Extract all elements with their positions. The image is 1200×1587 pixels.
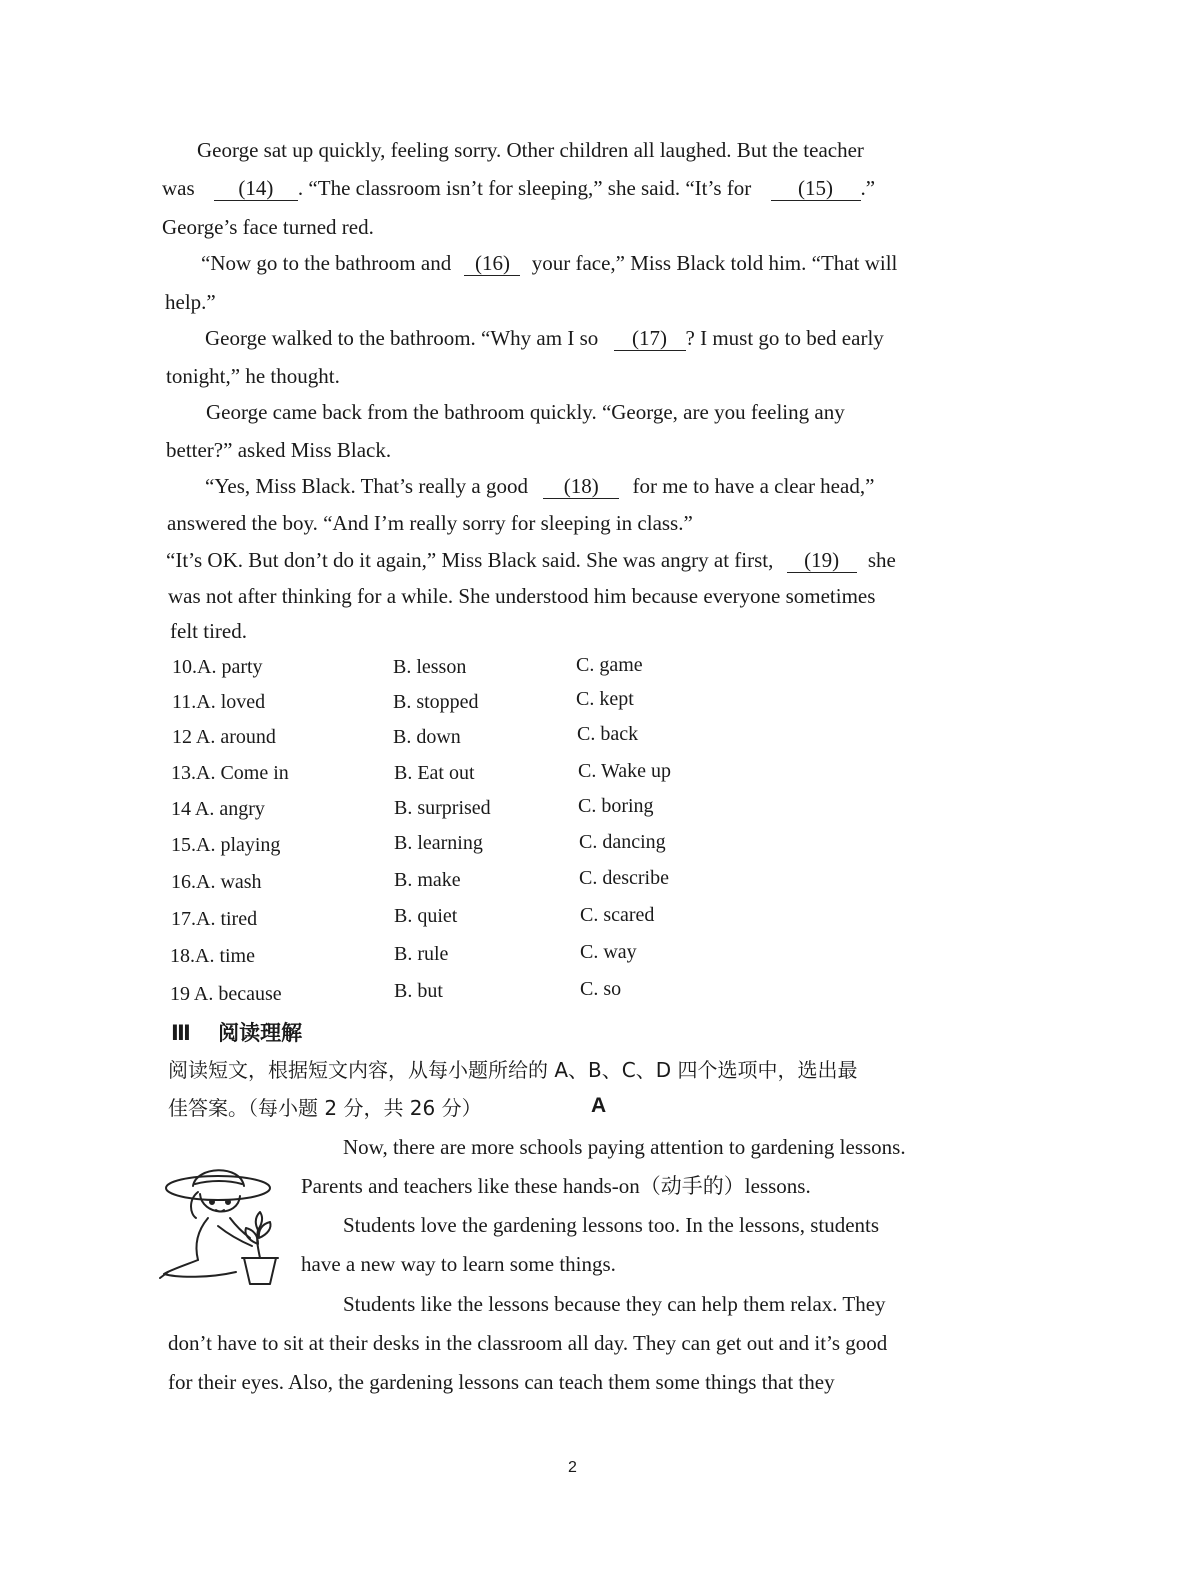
passage-text: have a new way to learn some things.	[301, 1252, 616, 1276]
passage-text: for their eyes. Also, the gardening lessons can teach them some things that they	[168, 1370, 835, 1394]
passage-text: Parents and teachers like these hands-on（动手的）lessons.	[301, 1174, 811, 1198]
option-b: B. but	[394, 980, 443, 1002]
passage-line	[343, 1133, 906, 1161]
gardening-girl-icon	[158, 1160, 288, 1290]
story-line	[168, 582, 875, 610]
section-heading	[171, 1017, 302, 1047]
story-text: George walked to the bathroom. “Why am I so	[205, 326, 599, 350]
story-text: answered the boy. “And I’m really sorry for sleeping in class.”	[167, 511, 693, 535]
story-text: felt tired.	[170, 619, 247, 643]
passage-text: don’t have to sit at their desks in the classroom all day. They can get out and it’s good	[168, 1331, 888, 1355]
option-c: C. back	[577, 723, 639, 745]
blank-18: (18)	[543, 474, 619, 499]
option-b: B. lesson	[393, 656, 467, 678]
story-text: George sat up quickly, feeling sorry. Other children all laughed. But the teacher	[197, 138, 864, 162]
story-line	[201, 249, 897, 277]
story-text: better?” asked Miss Black.	[166, 438, 392, 462]
story-text: .”	[860, 176, 876, 200]
option-c: C. describe	[579, 867, 669, 889]
option-a: 13.A. Come in	[171, 762, 289, 784]
passage-text: Students like the lessons because they can help them relax. They	[343, 1292, 886, 1316]
option-a: 15.A. playing	[171, 834, 281, 856]
option-c: C. dancing	[579, 831, 666, 853]
story-line	[205, 472, 874, 500]
option-c: C. way	[580, 941, 637, 963]
option-a: 19 A. because	[170, 983, 282, 1005]
option-a: 12 A. around	[172, 726, 276, 748]
option-a: 16.A. wash	[171, 871, 262, 893]
blank-17: (17)	[614, 326, 686, 351]
story-line	[166, 546, 896, 574]
option-b: B. rule	[394, 943, 449, 965]
blank-19: (19)	[787, 548, 857, 573]
story-text: George’s face turned red.	[162, 215, 374, 239]
section-title: 阅读理解	[218, 1021, 303, 1045]
story-line	[206, 398, 845, 426]
option-b: B. stopped	[393, 691, 479, 713]
passage-label: A	[591, 1094, 607, 1117]
blank-15: (15)	[771, 176, 861, 201]
story-text: help.”	[165, 290, 216, 314]
passage-text: Now, there are more schools paying attention to gardening lessons.	[343, 1135, 906, 1159]
option-a: 18.A. time	[170, 945, 255, 967]
option-b: B. down	[393, 726, 461, 748]
story-line	[165, 288, 216, 316]
story-text: she	[867, 548, 896, 572]
option-b: B. make	[394, 869, 461, 891]
option-b: B. quiet	[394, 905, 458, 927]
passage-line	[168, 1329, 887, 1357]
story-text: ? I must go to bed early	[685, 326, 884, 350]
story-text: “Now go to the bathroom and	[201, 251, 452, 275]
story-line	[205, 324, 884, 352]
instruction-line: 佳答案。（每小题 2 分，共 26 分）	[168, 1096, 482, 1120]
option-c: C. scared	[580, 904, 655, 926]
story-line	[166, 362, 340, 390]
story-text: tonight,” he thought.	[166, 364, 340, 388]
passage-line	[301, 1172, 811, 1200]
passage-line	[301, 1250, 616, 1278]
option-b: B. Eat out	[394, 762, 475, 784]
story-line	[167, 509, 693, 537]
passage-line	[343, 1290, 886, 1318]
option-c: C. boring	[578, 795, 654, 817]
story-text: “Yes, Miss Black. That’s really a good	[205, 474, 528, 498]
story-text: your face,” Miss Black told him. “That will	[531, 251, 898, 275]
instruction-line: 阅读短文，根据短文内容，从每小题所给的 A、B、C、D 四个选项中，选出最	[168, 1058, 858, 1082]
story-text: . “The classroom isn’t for sleeping,” she said. “It’s for	[297, 176, 752, 200]
passage-line	[343, 1211, 879, 1239]
option-c: C. kept	[576, 688, 634, 710]
blank-14: (14)	[214, 176, 298, 201]
passage-line	[168, 1368, 835, 1396]
story-line	[197, 136, 864, 164]
story-text: “It’s OK. But don’t do it again,” Miss Black said. She was angry at first,	[166, 548, 774, 572]
option-c: C. so	[580, 978, 622, 1000]
story-text: for me to have a clear head,”	[632, 474, 875, 498]
blank-16: (16)	[464, 251, 520, 276]
option-c: C. Wake up	[578, 760, 672, 782]
section-numeral: Ⅲ	[171, 1021, 191, 1045]
story-text: was	[162, 176, 195, 200]
story-line	[170, 617, 247, 645]
page-number: 2	[568, 1459, 577, 1476]
story-line	[162, 174, 875, 202]
option-a: 11.A. loved	[172, 691, 266, 713]
option-b: B. surprised	[394, 797, 491, 819]
story-text: was not after thinking for a while. She understood him because everyone sometimes	[168, 584, 876, 608]
option-b: B. learning	[394, 832, 483, 854]
option-a: 14 A. angry	[171, 798, 265, 820]
option-a: 10.A. party	[172, 656, 263, 678]
story-text: George came back from the bathroom quickly. “George, are you feeling any	[206, 400, 845, 424]
option-a: 17.A. tired	[171, 908, 258, 930]
gardening-girl-illustration	[158, 1160, 288, 1295]
story-line	[166, 436, 391, 464]
story-line	[162, 213, 374, 241]
option-c: C. game	[576, 654, 643, 676]
passage-text: Students love the gardening lessons too. In the lessons, students	[343, 1213, 880, 1237]
